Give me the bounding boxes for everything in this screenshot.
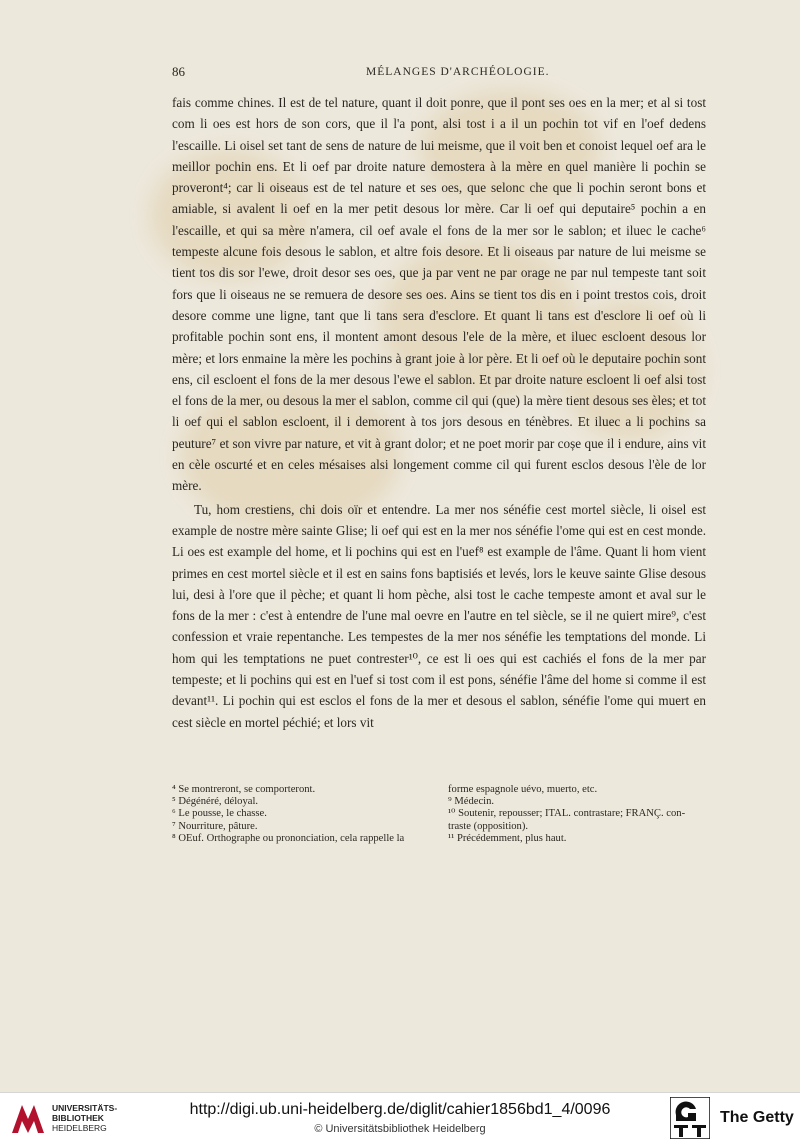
footnote: ¹⁰ Soutenir, repousser; ITAL. contrastare; FRANÇ. con- (448, 808, 686, 820)
body-paragraph: Tu, hom crestiens, chi dois oïr et entendre. La mer nos sénéfie cest mortel siècle, li oisel est example de nostre mère sainte Glise; li oef qui est en la mer nos sénéfie l'ome qui est en cest monde. Li oes est example del home, et li pochins qui est en l'uef⁸ est example de l'âme. Quant li hom vient primes en cest mortel siècle et il est en sains fons baptisiés et levés, lors le keuve sainte Glise desous lui, desi à l'ore que il pèche; et quant li hom pèche, alsi tost le cache tempeste amont et aval sur le fons de la mer : c'est à entendre de l'une mal oevre en l'autre en tel siècle, se il ne quiert mire⁹, c'est confession et vraie repentanche. Les tempestes de la mer nos sénéfie les temptations del monde. Li hom qui les temptations ne puet contrester¹⁰, ce est li oes qui est cachiés el fons de la mer par tempeste; et li pochins qui est en l'uef si tost com il est pons, sénéfie l'âme del home si comme il est devant¹¹. Li pochin qui est esclos el fons de la mer et desous el sablon, sénéfie l'ome qui muert en cest siècle en mortel péchié; et lors vit (172, 501, 706, 730)
footnotes (172, 784, 706, 845)
library-name-line: HEIDELBERG (52, 1123, 107, 1133)
footnote: ⁸ OEuf. Orthographe ou prononciation, cela rappelle la (172, 832, 405, 844)
footnote: forme espagnole uévo, muerto, etc. (448, 784, 598, 795)
permalink-url[interactable]: http://digi.ub.uni-heidelberg.de/diglit/cahier1856bd1_4/0096 (189, 1101, 611, 1118)
library-name-line: BIBLIOTHEK (52, 1113, 104, 1123)
footnote: ⁵ Dégénéré, déloyal. (172, 796, 259, 808)
page-number: 86 (172, 64, 185, 79)
footnote: ⁴ Se montreront, se comporteront. (172, 784, 316, 795)
body-paragraph: fais comme chines. Il est de tel nature, quant il doit ponre, que il pont ses oes en la mer; et al si tost com li oes est hors de son cors, que il l'a pont, alsi tost i a il un pochin tot vif en l'oef dedens l'escaille. Li oisel set tant de sens de nature de lui meisme, que il voit ben et conoist lequel oef ara le meillor pochin ens. Et li oef par droite nature demostera à la mère en quel manière li pochin se proveront⁴; car li oiseaus est de tel nature et ses oes, que selonc che que li pochin seront bons et amiable, si avalent li oef en la mer petit desous lor mère. Car li oef qui deputaire⁵ pochin a en l'escaille, et qui sa mère n'amera, cil oef avale el fons de la mer sor le sablon; et iluec le cache⁶ tempeste alcune fois desous le sablon, et altre fois desore. Et li oiseaus par nature de lui meisme se tient tos dis sor l'ewe, droit desor ses oes, que ja par vent ne par orage ne par nul tempeste tant soit fors que li oiseaus ne se remuera de desore ses oes. Ains se tient tos dis en i point trestos cois, droit desore comme une ligne, tant que li tans sera d'esclore. Et quant li tans est d'esclore li oef où li profitable pochin sont ens, il montent amont desous l'ele de la mère, et iluec escloent desous lor mère; et lors enmaine la mère les pochins à grant joie à lor père. Et li oef où le deputaire pochin sont ens, cil escloent el fons de la mer desous l'ewe el sablon. Et par droite nature escloent li oef alsi tost el fons de la mer, ou desous la mer el sablon, comme cil qui (que) la mère tient desous ses èles; et tot li oef qui el sablon escloent, il i demorent à tos jors desous en ténèbres. Et iluec a li pochins sa peuture⁷ et son vivre par nature, et vit à grant dolor; et ne poet morir par coșe que il i endure, ains vit en cèle oscurté et en celes mésaises alsi longement comme cil qui furent esclos desous l'èle de lor mère. (172, 95, 706, 494)
footnote: ⁶ Le pousse, le chasse. (172, 808, 267, 820)
footnote: traste (opposition). (448, 820, 529, 832)
footnote: ⁹ Médecin. (448, 796, 495, 808)
getty-label[interactable]: The Getty (720, 1109, 794, 1126)
library-name-line: UNIVERSITÄTS- (52, 1103, 118, 1113)
footnotes-right-column (448, 784, 706, 845)
footnotes-left-column (172, 784, 430, 845)
running-title: MÉLANGES D'ARCHÉOLOGIE. (366, 66, 550, 78)
viewer-footer-bar (0, 1092, 800, 1147)
footnote: ¹¹ Précédemment, plus haut. (448, 832, 567, 844)
copyright-notice: © Universitätsbibliothek Heidelberg (314, 1123, 486, 1135)
page-header (0, 64, 800, 84)
getty-logo-icon[interactable] (670, 1097, 710, 1139)
main-text (172, 92, 706, 733)
footnote: ⁷ Nourriture, pâture. (172, 820, 258, 832)
